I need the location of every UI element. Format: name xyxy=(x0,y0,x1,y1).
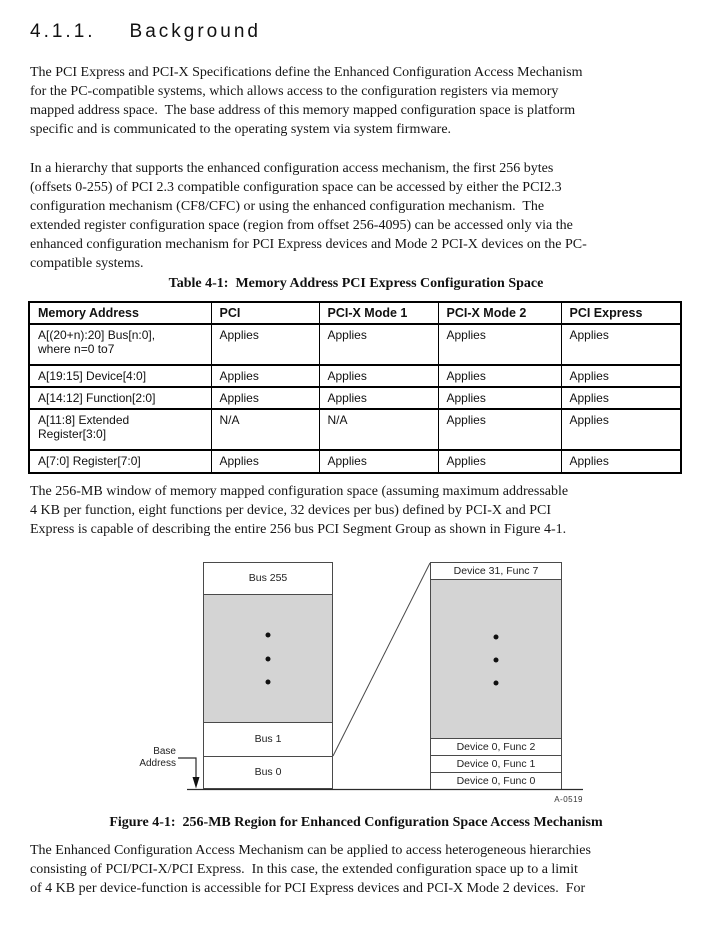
cell-value: N/A xyxy=(211,409,319,450)
cell-memory-address xyxy=(29,450,211,473)
table-row xyxy=(29,450,681,473)
cell-value: Applies xyxy=(211,365,319,387)
paragraph-line: The Enhanced Configuration Access Mechanism can be applied to access heterogeneous hierarchies xyxy=(30,843,591,858)
section-title: Background xyxy=(129,21,261,42)
bus-255-box: Bus 255 xyxy=(203,562,333,595)
paragraph-4 xyxy=(30,841,690,898)
paragraph-3 xyxy=(30,482,690,539)
cell-memory-address xyxy=(29,387,211,409)
paragraph-line: configuration mechanism (CF8/CFC) or using the enhanced configuration mechanism. The xyxy=(30,199,545,214)
ellipsis-dot xyxy=(494,635,499,640)
cell-value: Applies xyxy=(319,365,438,387)
cell-value: Applies xyxy=(438,409,561,450)
base-address-pointer-line xyxy=(178,758,196,779)
paragraph-line: mapped address space. The base address of this memory mapped configuration space is platform xyxy=(30,103,576,118)
base-address-arrowhead xyxy=(193,777,200,789)
base-address-line2: Address xyxy=(139,758,176,769)
figure-id-label: A-0519 xyxy=(554,795,583,804)
cell-value: Applies xyxy=(561,387,681,409)
col-header-pci: PCI xyxy=(211,302,319,324)
paragraph-line: (offsets 0-255) of PCI 2.3 compatible configuration space can be accessed by either the PCI2.3 xyxy=(30,180,562,195)
cell-line: A[(20+n):20] Bus[n:0], xyxy=(38,328,156,342)
cell-value: Applies xyxy=(211,450,319,473)
paragraph-line: for the PC-compatible systems, which allows access to the configuration registers via memory xyxy=(30,84,559,99)
table-caption: Table 4-1: Memory Address PCI Express Configuration Space xyxy=(168,276,544,291)
device-0-func-0-box: Device 0, Func 0 xyxy=(430,772,562,790)
ellipsis-dot xyxy=(266,680,271,685)
col-header-pcix-mode2: PCI-X Mode 2 xyxy=(438,302,561,324)
cell-line: A[11:8] Extended xyxy=(38,413,130,427)
cell-value: Applies xyxy=(561,324,681,365)
cell-line: A[7:0] Register[7:0] xyxy=(38,454,141,468)
bus-0-box: Bus 0 xyxy=(203,756,333,789)
cell-value: Applies xyxy=(438,450,561,473)
table-row xyxy=(29,324,681,365)
paragraph-line: extended register configuration space (region from offset 256-4095) can be accessed only via the xyxy=(30,218,573,233)
ellipsis-dot xyxy=(494,658,499,663)
table-row xyxy=(29,365,681,387)
paragraph-line: enhanced configuration mechanism for PCI Express devices and Mode 2 PCI-X devices on the PC- xyxy=(30,237,587,252)
table-header-row xyxy=(29,302,681,324)
cell-memory-address xyxy=(29,409,211,450)
cell-value: Applies xyxy=(211,324,319,365)
config-space-table xyxy=(28,301,682,474)
paragraph-line: consisting of PCI/PCI-X/PCI Express. In this case, the extended configuration space up to a limit xyxy=(30,862,578,877)
cell-value: Applies xyxy=(319,387,438,409)
ellipsis-dot xyxy=(494,681,499,686)
figure-caption: Figure 4-1: 256-MB Region for Enhanced Configuration Space Access Mechanism xyxy=(109,815,603,830)
cell-memory-address xyxy=(29,365,211,387)
paragraph-1 xyxy=(30,63,690,139)
col-header-pcix-mode1: PCI-X Mode 1 xyxy=(319,302,438,324)
section-heading xyxy=(30,21,261,43)
section-number: 4.1.1. xyxy=(30,21,96,42)
expansion-diagonal-line xyxy=(333,563,430,756)
paragraph-line: compatible systems. xyxy=(30,256,144,271)
table-row xyxy=(29,387,681,409)
cell-memory-address xyxy=(29,324,211,365)
paragraph-line: 4 KB per function, eight functions per device, 32 devices per bus) defined by PCI-X and PCI xyxy=(30,503,551,518)
col-header-memory-address: Memory Address xyxy=(29,302,211,324)
paragraph-2 xyxy=(30,159,690,273)
cell-value: Applies xyxy=(438,324,561,365)
paragraph-line: The 256-MB window of memory mapped configuration space (assuming maximum addressable xyxy=(30,484,569,499)
figure-4-1-diagram xyxy=(0,555,712,820)
bus-1-box: Bus 1 xyxy=(203,722,333,757)
cell-line: A[19:15] Device[4:0] xyxy=(38,369,147,383)
cell-line: where n=0 to7 xyxy=(38,342,115,356)
paragraph-line: specific and is communicated to the operating system via system firmware. xyxy=(30,122,452,137)
cell-value: Applies xyxy=(561,365,681,387)
cell-value: Applies xyxy=(561,450,681,473)
cell-line: A[14:12] Function[2:0] xyxy=(38,391,156,405)
base-address-line1: Base xyxy=(153,746,176,757)
cell-value: Applies xyxy=(319,324,438,365)
table-row xyxy=(29,409,681,450)
paragraph-line: The PCI Express and PCI-X Specifications define the Enhanced Configuration Access Mechanism xyxy=(30,65,583,80)
ellipsis-dot xyxy=(266,633,271,638)
cell-value: N/A xyxy=(319,409,438,450)
paragraph-line: In a hierarchy that supports the enhanced configuration access mechanism, the first 256 bytes xyxy=(30,161,554,176)
device-0-func-2-box: Device 0, Func 2 xyxy=(430,738,562,756)
paragraph-line: of 4 KB per device-function is accessible for PCI Express devices and PCI-X Mode 2 devices. For xyxy=(30,881,586,896)
ellipsis-dot xyxy=(266,657,271,662)
cell-value: Applies xyxy=(561,409,681,450)
device-31-func-7-box: Device 31, Func 7 xyxy=(430,562,562,580)
figure-connector-lines xyxy=(0,555,712,820)
cell-line: Register[3:0] xyxy=(38,427,107,441)
paragraph-line: Express is capable of describing the entire 256 bus PCI Segment Group as shown in Figure 4-1. xyxy=(30,522,567,537)
device-0-func-1-box: Device 0, Func 1 xyxy=(430,755,562,773)
cell-value: Applies xyxy=(438,387,561,409)
cell-value: Applies xyxy=(319,450,438,473)
col-header-pci-express: PCI Express xyxy=(561,302,681,324)
cell-value: Applies xyxy=(211,387,319,409)
cell-value: Applies xyxy=(438,365,561,387)
